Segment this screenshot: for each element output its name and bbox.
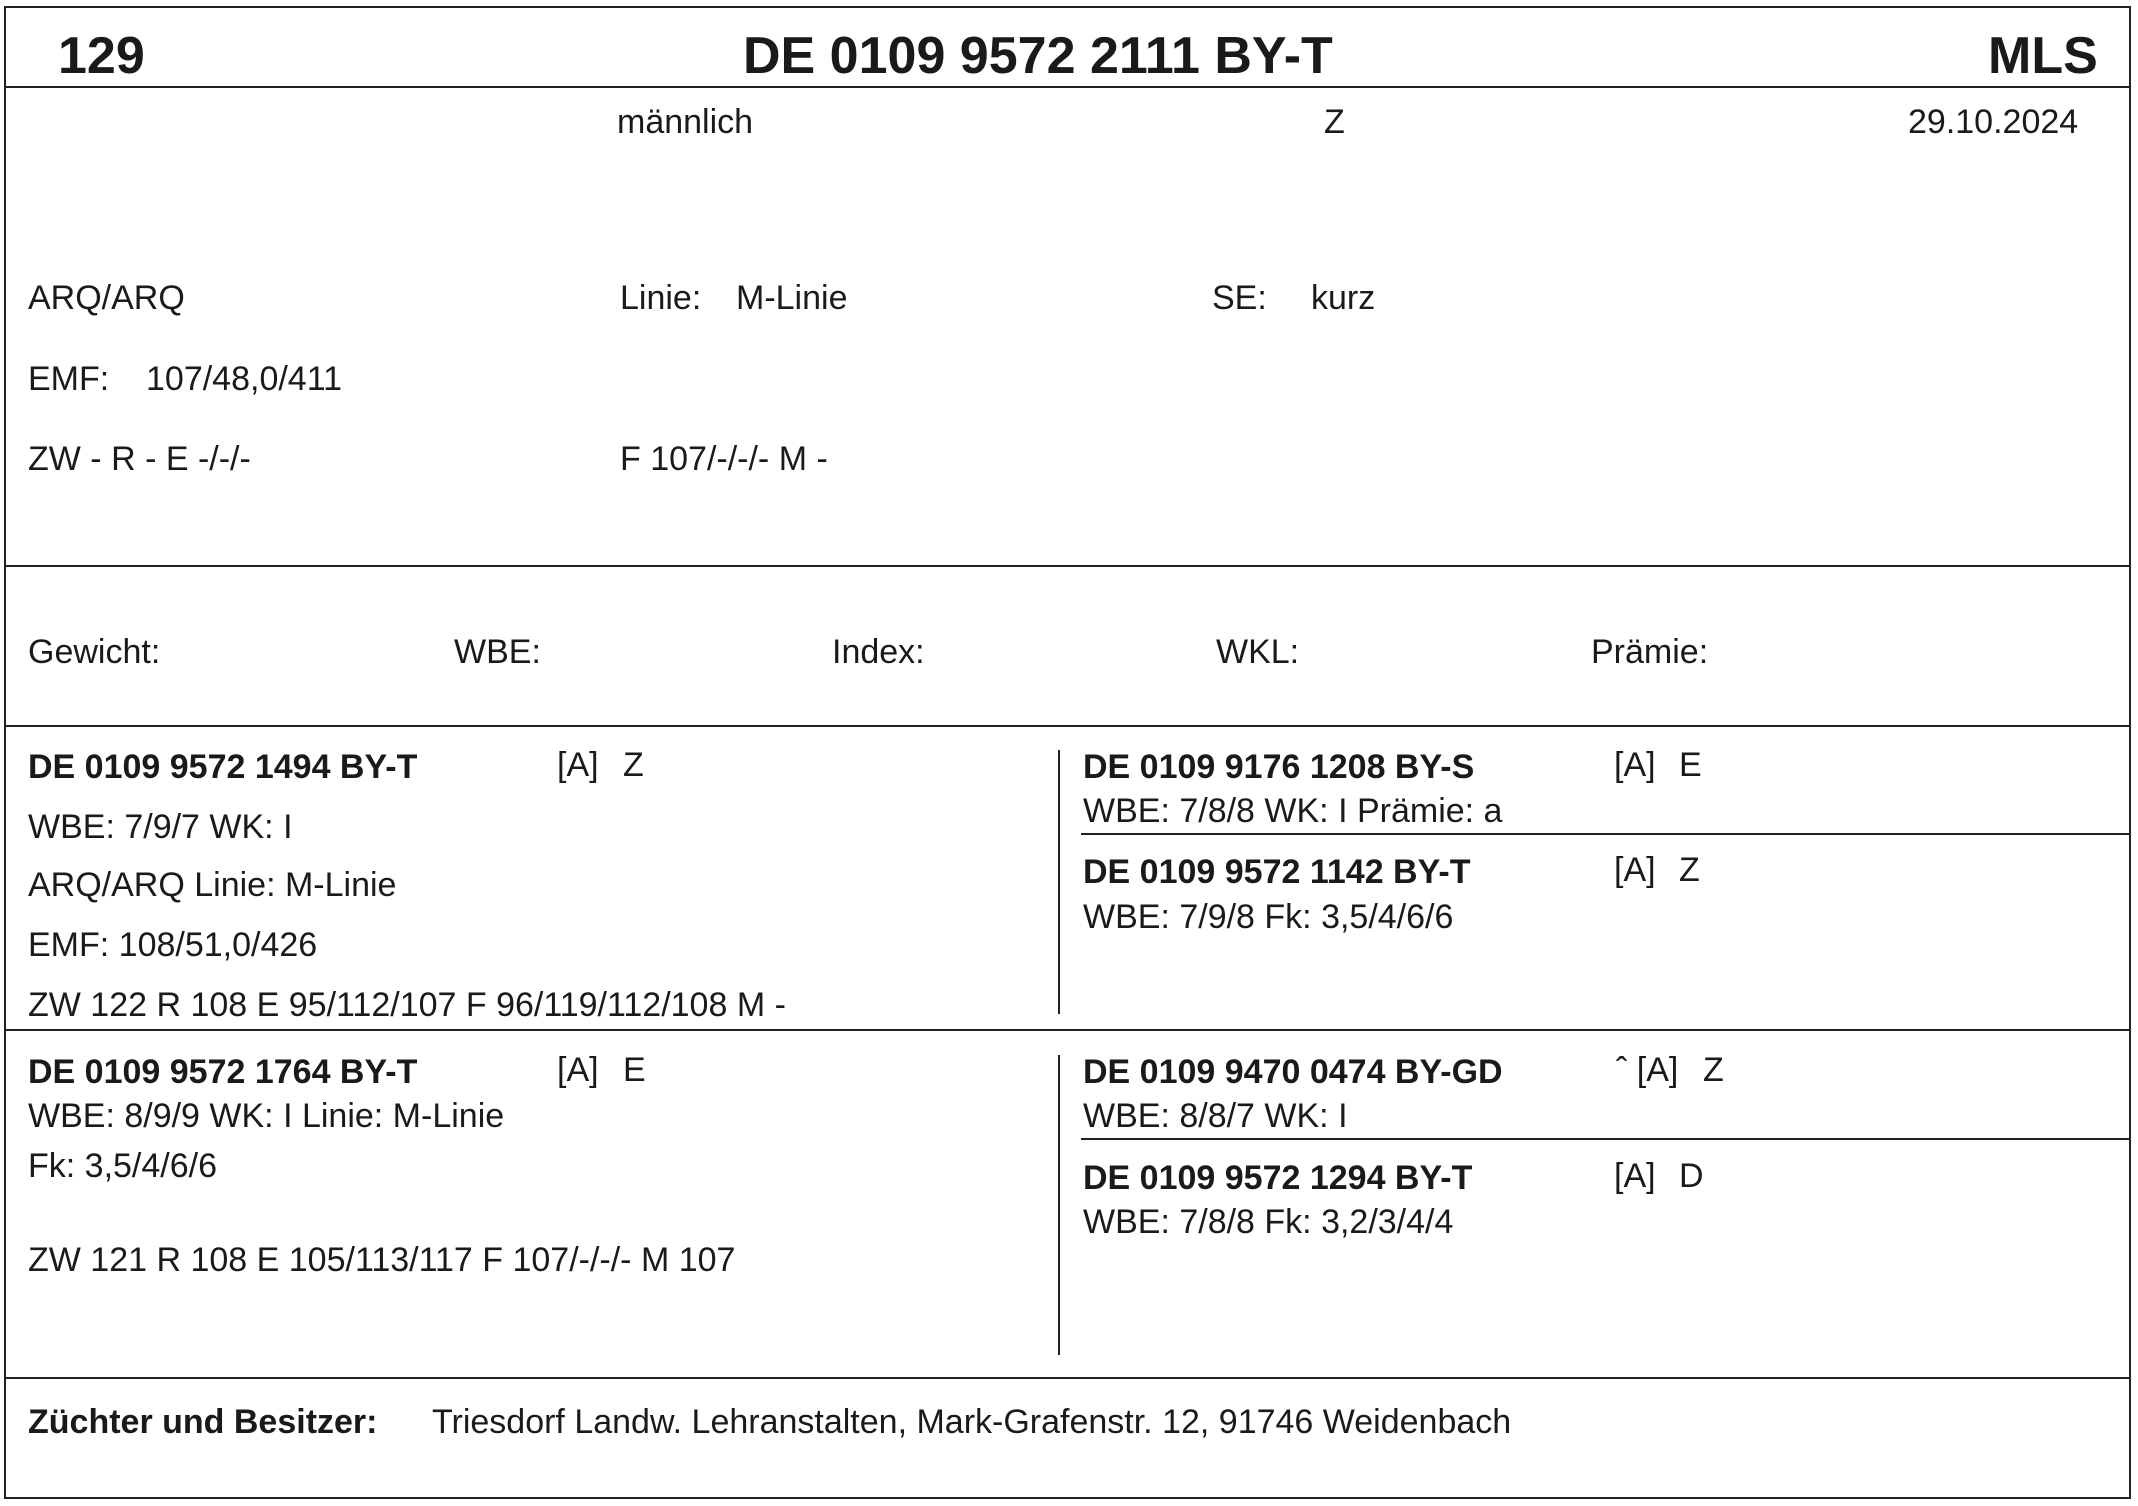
owner-label: Züchter und Besitzer: xyxy=(28,1403,378,1441)
sire-code: Z xyxy=(623,746,644,784)
dam-id: DE 0109 9572 1764 BY-T xyxy=(28,1053,418,1091)
dam-dam-code: D xyxy=(1679,1157,1704,1195)
dam-tag: [A] xyxy=(557,1051,599,1089)
sire-id: DE 0109 9572 1494 BY-T xyxy=(28,748,418,786)
f-line: F 107/-/-/- M - xyxy=(620,440,828,478)
sire-grandparents-divider xyxy=(1081,833,2129,835)
dam-dam-id: DE 0109 9572 1294 BY-T xyxy=(1083,1159,1473,1197)
se-label: SE: xyxy=(1212,279,1267,317)
sire-sire-code: E xyxy=(1679,746,1702,784)
catalog-number: 129 xyxy=(58,27,145,85)
sire-sire-tag: [A] xyxy=(1614,746,1656,784)
sire-sire-wbe: WBE: 7/8/8 WK: I Prämie: a xyxy=(1083,792,1503,830)
sire-tag: [A] xyxy=(557,746,599,784)
sire-wbe: WBE: 7/9/7 WK: I xyxy=(28,808,293,846)
info-divider xyxy=(6,565,2129,567)
praemie-label: Prämie: xyxy=(1591,633,1709,671)
dam-sire-id: DE 0109 9470 0474 BY-GD xyxy=(1083,1053,1503,1091)
linie-value: M-Linie xyxy=(736,279,848,317)
se-value: kurz xyxy=(1311,279,1376,317)
owner-divider xyxy=(6,1377,2129,1379)
genotype: ARQ/ARQ xyxy=(28,279,185,317)
birth-type-code: Z xyxy=(1324,103,1345,141)
dam-vertical-divider xyxy=(1058,1055,1060,1355)
dam-zw: ZW 121 R 108 E 105/113/117 F 107/-/-/- M 107 xyxy=(28,1241,736,1279)
dam-wbe: WBE: 8/9/9 WK: I Linie: M-Linie xyxy=(28,1097,505,1135)
sire-vertical-divider xyxy=(1058,750,1060,1014)
dam-sire-code: Z xyxy=(1703,1051,1724,1089)
header-divider xyxy=(6,86,2129,88)
sire-linie: ARQ/ARQ Linie: M-Linie xyxy=(28,866,397,904)
animal-id: DE 0109 9572 2111 BY-T xyxy=(743,27,1333,85)
sire-dam-wbe: WBE: 7/9/8 Fk: 3,5/4/6/6 xyxy=(1083,898,1454,936)
dam-code: E xyxy=(623,1051,646,1089)
sire-dam-id: DE 0109 9572 1142 BY-T xyxy=(1083,853,1471,891)
gewicht-label: Gewicht: xyxy=(28,633,161,671)
wkl-label: WKL: xyxy=(1216,633,1300,671)
sire-dam-tag: [A] xyxy=(1614,851,1656,889)
sire-emf: EMF: 108/51,0/426 xyxy=(28,926,318,964)
dam-sire-tag: ˆ [A] xyxy=(1616,1051,1679,1089)
emf-value: 107/48,0/411 xyxy=(146,360,342,398)
dam-fk: Fk: 3,5/4/6/6 xyxy=(28,1147,217,1185)
sire-dam-section-divider xyxy=(6,1029,2129,1031)
birth-date: 29.10.2024 xyxy=(1908,103,2079,141)
emf-label: EMF: xyxy=(28,360,110,398)
sire-dam-code: Z xyxy=(1679,851,1700,889)
dam-sire-wbe: WBE: 8/8/7 WK: I xyxy=(1083,1097,1348,1135)
dam-grandparents-divider xyxy=(1081,1138,2129,1140)
breed-code: MLS xyxy=(1988,27,2098,85)
owner-value: Triesdorf Landw. Lehranstalten, Mark-Grafenstr. 12, 91746 Weidenbach xyxy=(432,1403,1512,1441)
fields-divider xyxy=(6,725,2129,727)
zw-line: ZW - R - E -/-/- xyxy=(28,440,251,478)
dam-dam-tag: [A] xyxy=(1614,1157,1656,1195)
index-label: Index: xyxy=(832,633,925,671)
sire-zw: ZW 122 R 108 E 95/112/107 F 96/119/112/108 M - xyxy=(28,986,786,1024)
sex: männlich xyxy=(617,103,754,141)
dam-dam-wbe: WBE: 7/8/8 Fk: 3,2/3/4/4 xyxy=(1083,1203,1454,1241)
pedigree-card xyxy=(4,6,2131,1499)
sire-sire-id: DE 0109 9176 1208 BY-S xyxy=(1083,748,1475,786)
wbe-label: WBE: xyxy=(454,633,541,671)
linie-label: Linie: xyxy=(620,279,702,317)
